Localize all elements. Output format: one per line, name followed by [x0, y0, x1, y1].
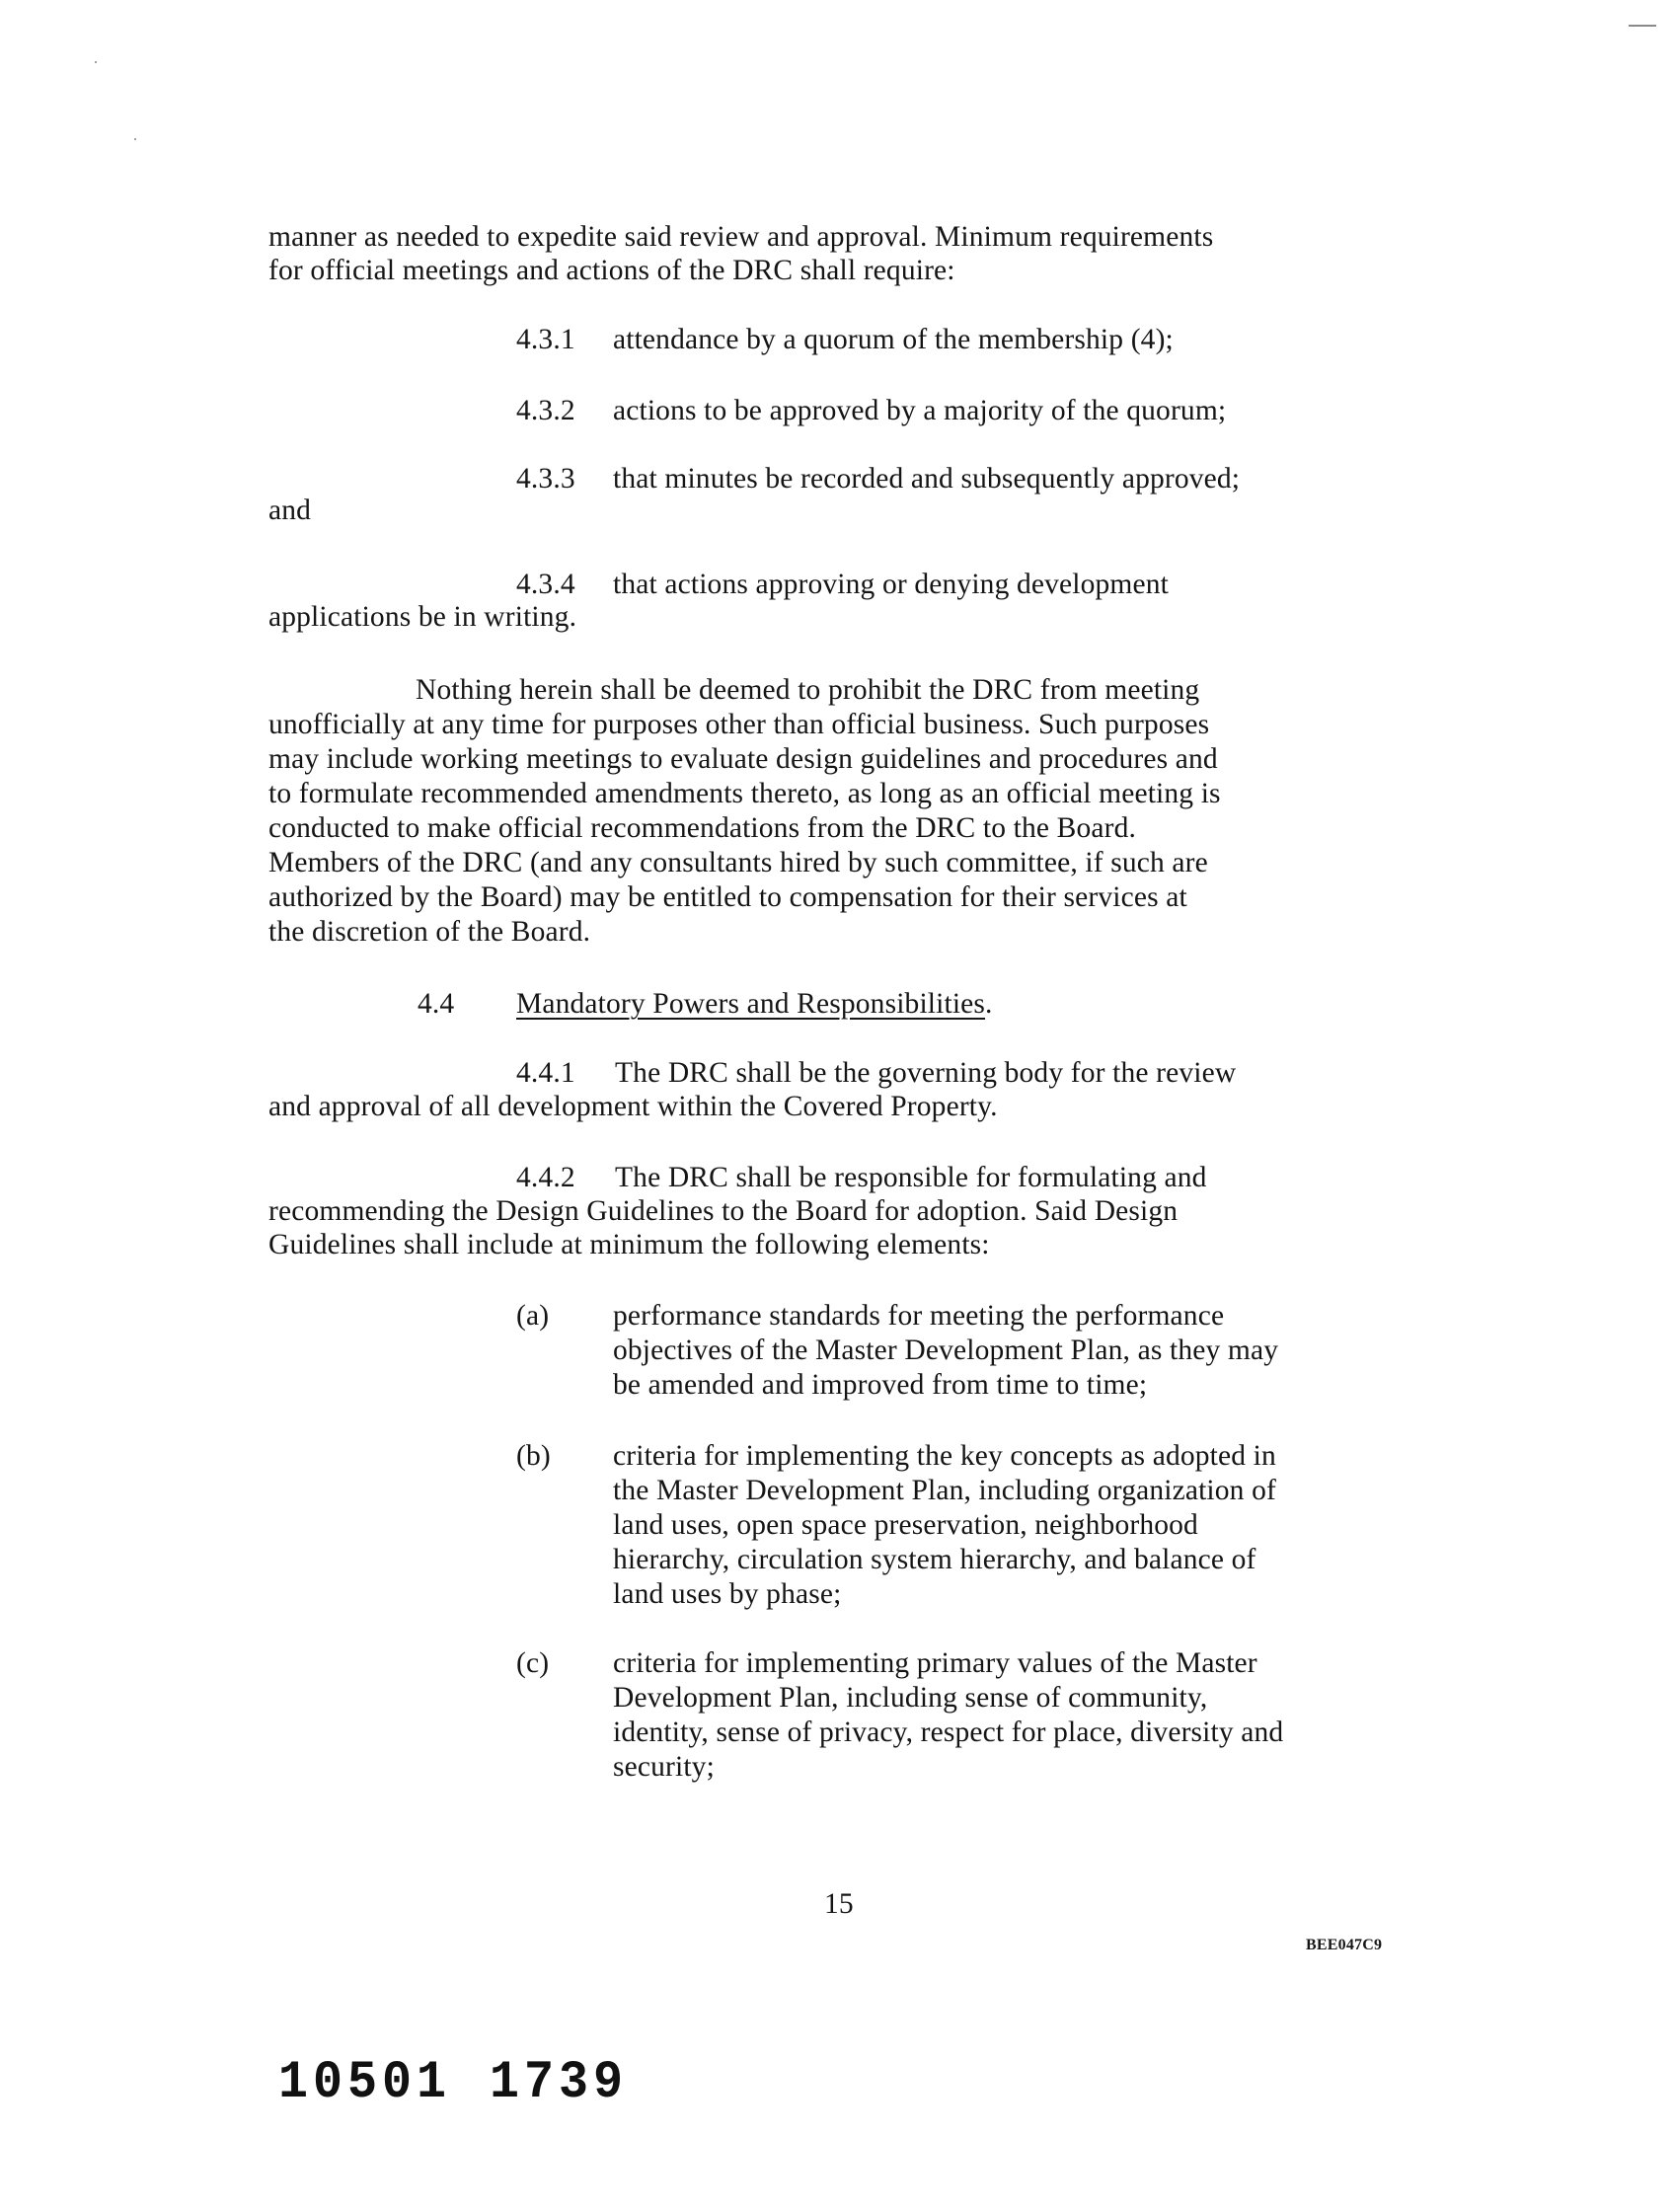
element-c-line: security; [613, 1751, 715, 1783]
req-4-3-2-number: 4.3.2 [516, 395, 575, 426]
paragraph-line: may include working meetings to evaluate design guidelines and procedures and [268, 743, 1218, 775]
section-4-4-title: Mandatory Powers and Responsibilities [516, 988, 986, 1020]
intro-line-2: for official meetings and actions of the DRC shall require: [268, 255, 955, 286]
element-a-label: (a) [516, 1300, 550, 1332]
element-a-line: be amended and improved from time to time; [613, 1369, 1148, 1401]
and-word: and [268, 495, 312, 526]
element-b-line: criteria for implementing the key concepts as adopted in [613, 1440, 1276, 1472]
element-a-line: objectives of the Master Development Plan, as they may [613, 1335, 1279, 1366]
element-b-line: land uses by phase; [613, 1578, 842, 1610]
element-c-line: Development Plan, including sense of community, [613, 1682, 1208, 1714]
req-4-3-4-number: 4.3.4 [516, 569, 575, 600]
element-b-line: hierarchy, circulation system hierarchy, and balance of [613, 1544, 1256, 1575]
document-code: BEE047C9 [1306, 1937, 1383, 1953]
req-4-3-4-text: that actions approving or denying development [613, 569, 1170, 600]
p-4-4-1-number: 4.4.1 [516, 1057, 575, 1089]
paragraph-line: Members of the DRC (and any consultants hired by such committee, if such are [268, 847, 1208, 878]
p-4-4-1-line-2: and approval of all development within the Covered Property. [268, 1091, 998, 1122]
paragraph-line: authorized by the Board) may be entitled to compensation for their services at [268, 881, 1187, 913]
element-b-line: the Master Development Plan, including organization of [613, 1475, 1276, 1506]
section-4-4-heading [516, 987, 993, 1021]
req-4-3-2-text: actions to be approved by a majority of the quorum; [613, 395, 1227, 426]
p-4-4-1-line-1: The DRC shall be the governing body for the review [615, 1057, 1237, 1089]
element-a-line: performance standards for meeting the performance [613, 1300, 1225, 1332]
recording-book-number: 10501 [278, 2052, 452, 2114]
element-c-line: criteria for implementing primary values of the Master [613, 1647, 1257, 1679]
p-4-4-2-line-1: The DRC shall be responsible for formulating and [615, 1162, 1207, 1193]
req-4-3-3-text: that minutes be recorded and subsequently approved; [613, 463, 1241, 495]
paragraph-line: unofficially at any time for purposes other than official business. Such purposes [268, 709, 1210, 740]
paragraph-line: Nothing herein shall be deemed to prohibit the DRC from meeting [416, 674, 1200, 706]
p-4-4-2-line-3: Guidelines shall include at minimum the following elements: [268, 1229, 990, 1260]
p-4-4-2-number: 4.4.2 [516, 1162, 575, 1193]
recording-page-number: 1739 [490, 2052, 629, 2114]
element-c-label: (c) [516, 1647, 550, 1679]
page-number: 15 [824, 1888, 854, 1920]
p-4-4-2-line-2: recommending the Design Guidelines to the Board for adoption. Said Design [268, 1195, 1179, 1227]
req-4-3-1-text: attendance by a quorum of the membership (4); [613, 324, 1174, 355]
paragraph-line: the discretion of the Board. [268, 916, 591, 948]
req-4-3-4-continuation: applications be in writing. [268, 601, 577, 633]
intro-line-1: manner as needed to expedite said review and approval. Minimum requirements [268, 221, 1214, 253]
section-4-4-period: . [985, 988, 993, 1020]
scan-dot [134, 138, 136, 140]
req-4-3-1-number: 4.3.1 [516, 324, 575, 355]
paragraph-line: conducted to make official recommendations from the DRC to the Board. [268, 812, 1137, 844]
scan-dot [95, 61, 97, 63]
element-c-line: identity, sense of privacy, respect for place, diversity and [613, 1716, 1284, 1748]
element-b-label: (b) [516, 1440, 551, 1472]
element-b-line: land uses, open space preservation, neighborhood [613, 1509, 1198, 1541]
scan-mark [1629, 25, 1656, 27]
section-4-4-number: 4.4 [418, 988, 455, 1020]
paragraph-line: to formulate recommended amendments thereto, as long as an official meeting is [268, 778, 1221, 809]
req-4-3-3-number: 4.3.3 [516, 463, 575, 495]
